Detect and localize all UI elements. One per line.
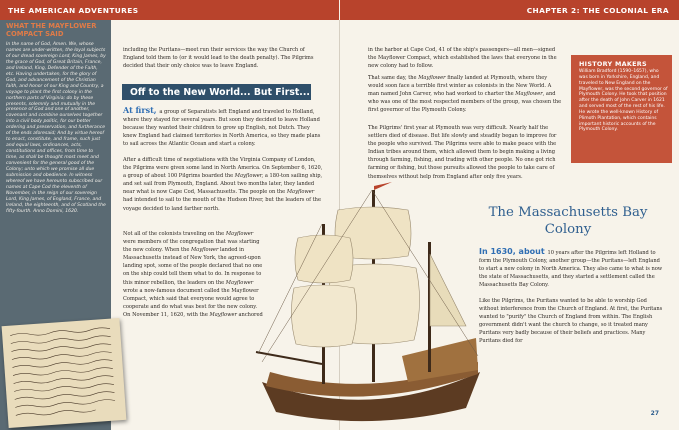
running-header-left: THE AMERICAN ADVENTURES: [0, 0, 339, 20]
history-makers-text: William Bradford (1590–1657), who was born in Yorkshire, England, and traveled to New England on the Mayflower, was the second governor of Plymouth Colony. He took that position after the death of John Carver in 1621 and served most of the rest of his life. He wrote the well-known History of Plimoth Plantation, which contains important historic accounts of the Plymouth Colony.: [579, 69, 668, 133]
compact-manuscript-image: [2, 318, 127, 428]
fore-course-sail: [291, 285, 356, 347]
section-2-paragraph-1: In 1630, about 10 years after the Pilgrims left Holland to form the Plymouth Colony, another group—the Puritans—left England to start a new colony in North America. They also came to what is now the state of Massachusetts, and they started a settlement called the Massachusetts Bay Colony.: [479, 247, 663, 289]
history-makers-title: HISTORY MAKERS: [579, 60, 647, 68]
sidebar-heading: WHAT THE MAYFLOWER COMPACT SAID: [6, 22, 97, 39]
col1-intro: including the Puritans—meet run their services the way the Church of England told them to (or it would lead to the death penalty). The Pilgrims decided that their only choice was to leave England.: [123, 47, 314, 70]
section-banner: Off to the New World... But First...: [122, 84, 311, 100]
history-makers-box: [571, 55, 672, 163]
section-2-paragraph-2: Like the Pilgrims, the Puritans wanted to be able to worship God without interference from the Church of England. At first, the Puritans wanted to "purify" the Church of England from within. The English government didn't want the church to change, so it treated many Puritans very badly because of their beliefs and practices. Many Puritans died for: [479, 298, 663, 345]
col2-paragraph-3: The Pilgrims' first year at Plymouth was very difficult. Nearly half the settlers died of disease. But life slowly and steadily began to improve for the people who survived. The Pilgrims were able to make peace with the Indian tribes around them, which allowed them to begin making a living through farming, fishing, and trading with other people. No one got rich farming or fishing, but those pursuits allowed the people to take care of themselves without help from England after only five years.: [368, 125, 557, 180]
page-number: 27: [650, 410, 659, 417]
col1-paragraph-3: Not all of the colonists traveling on the Mayflower were members of the congregation that was starting the new colony. When the Mayflower landed in Massachusetts instead of New York, the agreed-upon landing spot, some of the people declared that no one on the ship could tell them what to do. In response to this minor rebellion, the leaders on the Mayflower wrote a now-famous document called the Mayflower Compact, which said that everyone would agree to cooperate and do what was best for the new colony. On November 11, 1620, with the Mayflower anchored: [123, 231, 263, 318]
running-header-right: CHAPTER 2: THE COLONIAL ERA: [340, 0, 679, 20]
fore-topsail: [295, 235, 353, 283]
col2-paragraph-2: That same day, the Mayflower finally landed at Plymouth, where they would soon face a terrible first winter as colonists in the New World. A man named John Carver, who had worked to charter the Mayflower, and who was one of the most respected members of the group, was chosen the first governor of the Plymouth Colony.: [368, 75, 562, 114]
section-2-title: The Massachusetts Bay Colony: [488, 205, 648, 237]
pennant-flag: [374, 182, 392, 190]
col1-paragraph-1: At first, a group of Separatists left England and traveled to Holland, where they stayed for several years. But soon they decided to leave Holland because they wanted their children to grow up English, not Dutch. They knew England had claimed territories in North America, so they made plans to sail across the Atlantic Ocean and start a colony.: [123, 105, 321, 148]
col1-paragraph-2: After a difficult time of negotiations with the Virginia Company of London, the Pilgrims were given some land in North America. On September 6, 1620, a group of about 100 Pilgrims boarded the Mayflower, a 180-ton sailing ship, and set sail from Plymouth, England. About two months later, they landed near what is now Cape Cod, Massachusetts. The people on the Mayflower had intended to sail to the mouth of the Hudson River, but the leaders of the voyage decided to land farther north.: [123, 157, 323, 212]
bowsprit: [256, 352, 322, 364]
compact-text: In the name of God, Amen. We, whose names are under-written, the loyal subjects of our dread sovereign Lord, King James, by the grace of God, of Great Britain, France, and Ireland, King, Defender of the Faith, etc. Having undertaken, for the glory of God, and advancement of the Christian faith, and honor of our King and Country, a voyage to plant the first colony in the northern parts of Virginia; do by these presents, solemnly and mutually in the presence of God and one of another, covenant and combine ourselves together into a civil body politic, for our better ordering and preservation, and furtherance of the ends aforesaid; And by virtue hereof to enact, constitute, and frame, such just and equal laws, ordinances, acts, constitutions and offices, from time to time, as shall be thought most meet and convenient for the general good of the Colony; unto which we promise all due submission and obedience. In witness whereof we have hereunto subscribed our names at Cape Cod the eleventh of November, in the reign of our sovereign Lord, King James, of England, France, and Ireland, the eighteenth, and of Scotland the fifty-fourth. Anno Domini, 1620.: [6, 42, 106, 214]
col2-paragraph-1: in the harbor at Cape Cod, 41 of the ship's passengers—all men—signed the Mayflower Compact, which established the laws that everyone in the new colony had to follow.: [368, 47, 557, 70]
mayflower-ship-illustration: [252, 176, 488, 430]
lateen-sail: [430, 254, 466, 326]
